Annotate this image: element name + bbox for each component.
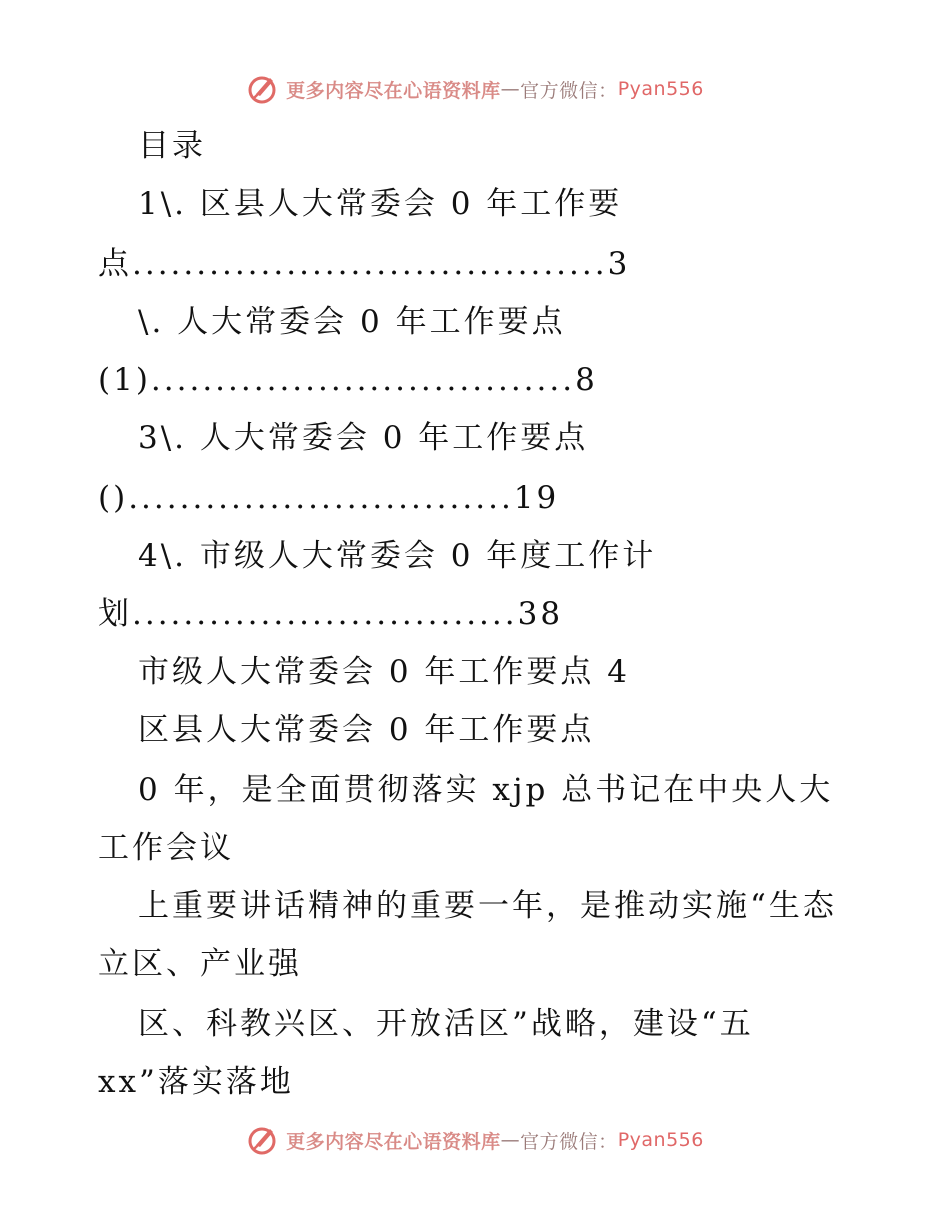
- watermark-dash: —: [500, 78, 521, 100]
- toc-extra-1: 市级人大常委会 0 年工作要点 4: [138, 654, 631, 690]
- toc-entry-1-leader: 点.....................................3: [98, 246, 631, 282]
- paragraph-1-line-2: 工作会议: [98, 830, 234, 866]
- quill-logo-icon: [246, 1123, 280, 1157]
- toc-heading: 目录: [138, 128, 206, 164]
- watermark-label: 官方微信：: [520, 79, 618, 102]
- quill-logo-icon: [246, 72, 280, 106]
- watermark-header: [0, 72, 950, 106]
- toc-entry-3-title: 3\. 人大常委会 0 年工作要点: [138, 420, 589, 456]
- watermark-dash: —: [500, 1129, 521, 1151]
- paragraph-2-line-2: 立区、产业强: [98, 946, 302, 982]
- paragraph-2-line-1: 上重要讲话精神的重要一年，是推动实施“生态: [138, 888, 837, 924]
- toc-entry-4-title: 4\. 市级人大常委会 0 年度工作计: [138, 538, 657, 574]
- toc-entry-2-leader: (1).................................8: [98, 362, 598, 398]
- paragraph-1-line-1: 0 年，是全面贯彻落实 xjp 总书记在中央人大: [138, 772, 834, 808]
- toc-entry-1-title: 1\. 区县人大常委会 0 年工作要: [138, 186, 623, 222]
- watermark-brand: 更多内容尽在心语资料库: [286, 79, 501, 102]
- toc-entry-4-leader: 划..............................38: [98, 596, 564, 632]
- paragraph-3-line-2: xx”落实落地: [98, 1064, 294, 1100]
- watermark-brand: 更多内容尽在心语资料库: [286, 1130, 501, 1153]
- paragraph-3-line-1: 区、科教兴区、开放活区”战略，建设“五: [138, 1006, 754, 1042]
- toc-entry-3-leader: ()..............................19: [98, 480, 560, 516]
- watermark-id: Pyan556: [617, 1129, 704, 1151]
- watermark-footer: [0, 1123, 950, 1157]
- watermark-id: Pyan556: [617, 78, 704, 100]
- toc-entry-2-title: \. 人大常委会 0 年工作要点: [138, 304, 566, 340]
- watermark-label: 官方微信：: [520, 1130, 618, 1153]
- section-title: 区县人大常委会 0 年工作要点: [138, 712, 595, 748]
